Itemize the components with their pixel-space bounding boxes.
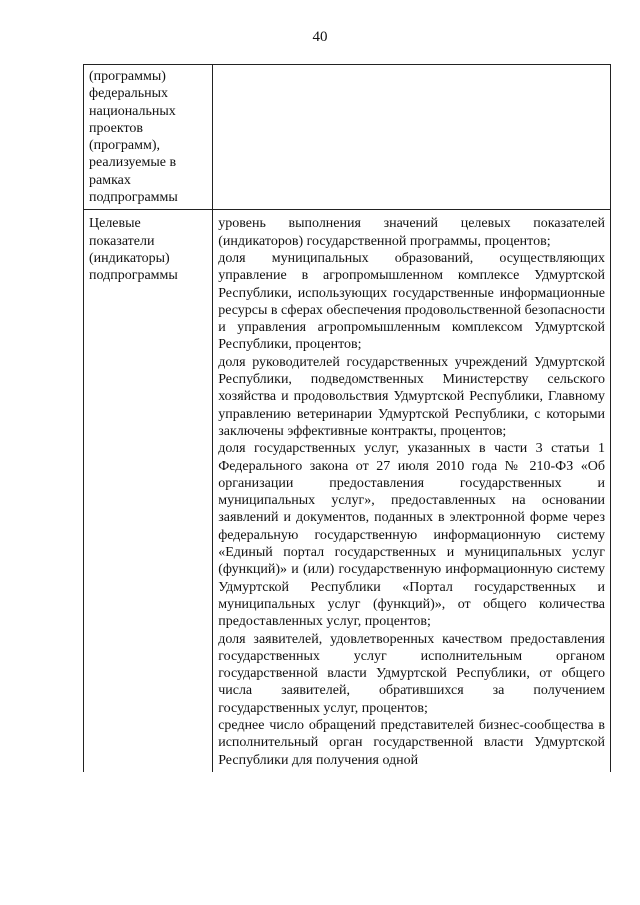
label-line: реализуемые в [89, 155, 177, 171]
label-line: проектов [89, 120, 144, 136]
row-content-cell [213, 65, 611, 210]
label-line: подпрограммы [89, 190, 178, 206]
indicator-paragraph: среднее число обращений представителей бизнес-сообщества в исполнительный орган государственной власти Удмуртской Республики для получения одной [218, 717, 605, 768]
indicator-paragraph: доля государственных услуг, указанных в части 3 статьи 1 Федерального закона от 27 июля 2010 года № 210-ФЗ «Об организации предоставления государственных и муниципальных услуг», предоставленных на основании заявлений и документов, поданных в электронной форме через федеральную государственную информационную систему «Единый портал государственных и муниципальных услуг (функций)» и (или) государственную информационную систему Удмуртской Республики «Портал государственных и муниципальных услуг (функций)», от общего количества предоставленных услуг, процентов; [218, 441, 605, 630]
label-line: показатели [89, 233, 155, 249]
row-label-cell [84, 65, 213, 210]
label-line: Целевые [89, 216, 141, 232]
indicator-paragraph: доля руководителей государственных учреждений Удмуртской Республики, подведомственных Министерству сельского хозяйства и продовольствия Удмуртской Республики, Главному управлению ветеринарии Удмуртской Республики, с которыми заключены эффективные контракты, процентов; [218, 354, 605, 439]
label-line: (программы) [89, 69, 166, 84]
indicator-paragraph: доля муниципальных образований, осуществляющих управление в агропромышленном комплексе Удмуртской Республики, использующих государственные информационные ресурсы в сферах обеспечения продовольственной безопасности и управления агропромышленным комплексом Удмуртской Республики, процентов; [218, 250, 605, 353]
page-number: 40 [312, 29, 328, 45]
label-line: (программ), [89, 138, 160, 154]
label-line: подпрограммы [89, 268, 178, 284]
label-line: (индикаторы) [89, 250, 170, 266]
row-label-cell [84, 210, 213, 772]
label-line: национальных [89, 103, 176, 119]
table-row [84, 210, 611, 772]
table-row [84, 65, 611, 210]
indicator-paragraph: уровень выполнения значений целевых показателей (индикаторов) государственной программы, процентов; [218, 216, 605, 249]
indicator-paragraph: доля заявителей, удовлетворенных качеством предоставления государственных услуг исполнительным органом государственной власти Удмуртской Республики, от общего числа заявителей, обратившихся за получением государственных услуг, процентов; [218, 631, 605, 716]
passport-table [83, 64, 611, 772]
label-line: федеральных [89, 86, 169, 102]
row-content-cell [213, 210, 611, 772]
label-line: рамках [89, 172, 131, 188]
